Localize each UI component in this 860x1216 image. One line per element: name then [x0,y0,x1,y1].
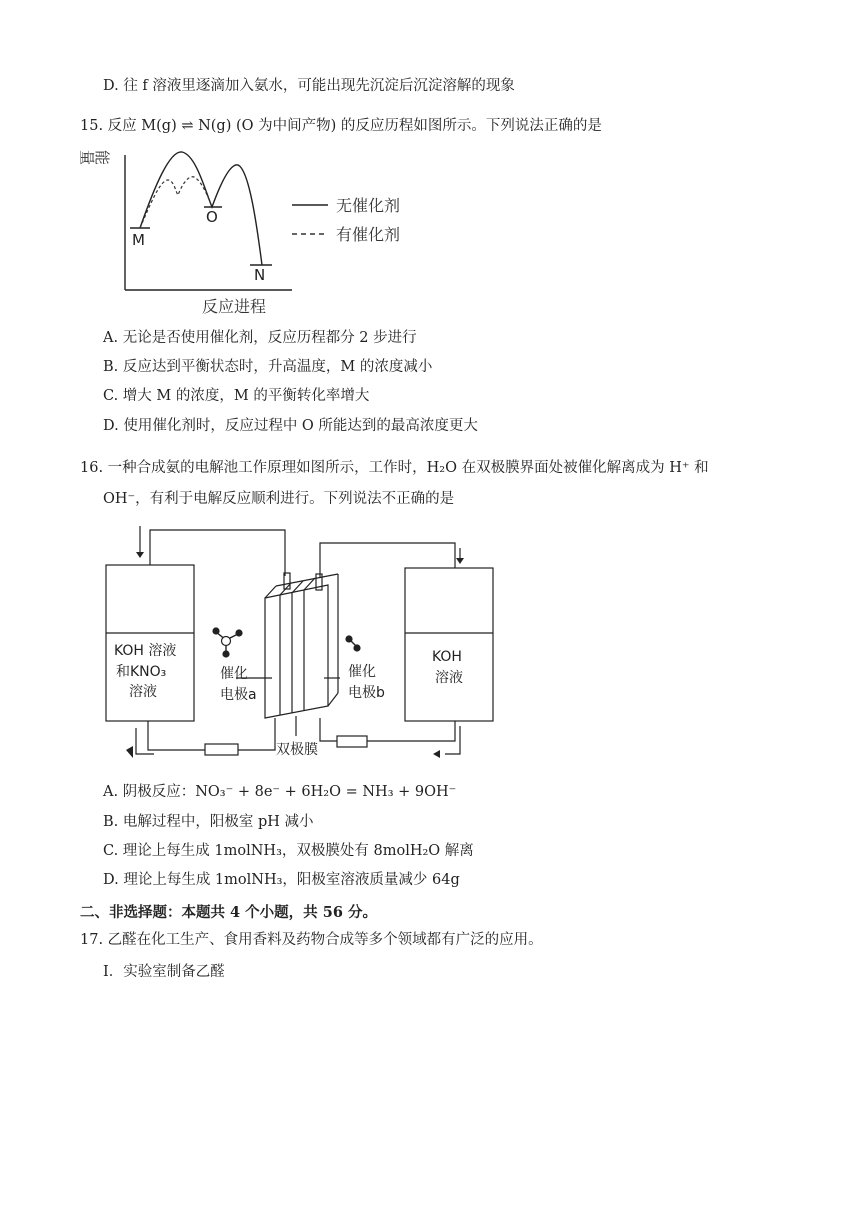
nitrate-molecule-icon [212,627,242,657]
q16-option-b: B. 电解过程中，阳极室 pH 减小 [103,814,314,830]
right-tank-label-2: 溶液 [435,670,463,686]
left-tank-label-1: KOH 溶液 [114,643,177,659]
left-tank-label-2: 和KNO₃ [116,664,167,680]
q16-electrolysis-diagram [100,518,500,763]
q14-option-d: D. 往 f 溶液里逐滴加入氨水，可能出现先沉淀后沉淀溶解的现象 [103,78,515,94]
uncatalyzed-curve [140,152,262,265]
q17-part-1: Ⅰ．实验室制备乙醛 [103,964,225,980]
oxygen-molecule-icon [345,635,360,651]
section-2-heading: 二、非选择题：本题共 4 个小题，共 56 分。 [80,904,377,921]
membrane-label: 双极膜 [276,742,318,758]
right-tank-label-1: KOH [432,649,462,665]
q16-option-c: C. 理论上每生成 1molNH₃，双极膜处有 8molH₂O 解离 [103,843,474,859]
label-n: N [254,266,266,284]
legend-dashed-label: 有催化剂 [336,225,401,244]
q16-option-a: A. 阴极反应：NO₃⁻ + 8e⁻ + 6H₂O = NH₃ + 9OH⁻ [103,784,457,800]
catalyzed-curve [140,177,212,228]
label-o: O [206,208,218,226]
q15-option-d: D. 使用催化剂时，反应过程中 O 所能达到的最高浓度更大 [103,418,478,434]
electrode-b-label-2: 电极b [348,685,385,701]
q15-stem: 15. 反应 M(g) ⇌ N(g) (O 为中间产物) 的反应历程如图所示。下列说法正确的是 [80,118,602,134]
electrode-a-label-1: 催化 [220,666,248,682]
electrode-b-label-1: 催化 [348,664,376,680]
q15-option-a: A. 无论是否使用催化剂，反应历程都分 2 步进行 [103,330,417,346]
x-axis-label: 反应进程 [202,297,267,316]
legend-solid-label: 无催化剂 [336,196,401,215]
q16-stem-line1: 16. 一种合成氨的电解池工作原理如图所示，工作时，H₂O 在双极膜界面处被催化解离成为 H⁺ 和 [80,460,709,476]
y-axis-label: 能量 [80,148,110,166]
electrode-a-label-2: 电极a [220,687,257,703]
q16-option-d: D. 理论上每生成 1molNH₃，阳极室溶液质量减少 64g [103,872,460,888]
q15-energy-diagram [80,145,430,320]
left-tank-label-3: 溶液 [129,684,157,700]
q16-stem-line2: OH⁻，有利于电解反应顺利进行。下列说法不正确的是 [103,491,455,507]
q17-stem: 17. 乙醛在化工生产、食用香料及药物合成等多个领域都有广泛的应用。 [80,932,543,948]
label-m: M [132,231,145,249]
q15-option-c: C. 增大 M 的浓度，M 的平衡转化率增大 [103,388,370,404]
q15-option-b: B. 反应达到平衡状态时，升高温度，M 的浓度减小 [103,359,433,375]
right-tank [405,568,493,721]
